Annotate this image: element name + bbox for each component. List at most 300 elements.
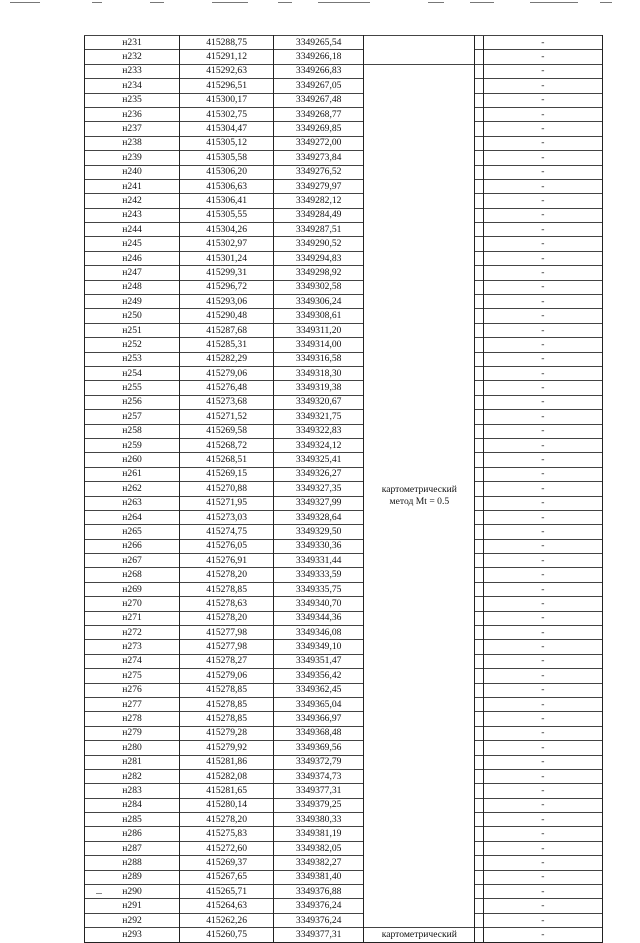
- point-name-cell: н289: [85, 870, 180, 884]
- y-coordinate-cell: 3349346,08: [274, 626, 364, 640]
- y-coordinate-cell: 3349344,36: [274, 611, 364, 625]
- note-cell: -: [483, 93, 602, 107]
- point-name-cell: н255: [85, 381, 180, 395]
- column-gap: [475, 856, 483, 870]
- column-gap: [475, 251, 483, 265]
- x-coordinate-cell: 415296,51: [180, 79, 274, 93]
- note-cell: -: [483, 798, 602, 812]
- x-coordinate-cell: 415305,55: [180, 208, 274, 222]
- table-row: [85, 654, 603, 668]
- x-coordinate-cell: 415278,85: [180, 712, 274, 726]
- y-coordinate-cell: 3349351,47: [274, 654, 364, 668]
- note-cell: -: [483, 194, 602, 208]
- x-coordinate-cell: 415302,75: [180, 107, 274, 121]
- y-coordinate-cell: 3349265,54: [274, 36, 364, 50]
- column-gap: [475, 107, 483, 121]
- y-coordinate-cell: 3349298,92: [274, 266, 364, 280]
- x-coordinate-cell: 415269,15: [180, 467, 274, 481]
- x-coordinate-cell: 415293,06: [180, 295, 274, 309]
- note-cell: -: [483, 395, 602, 409]
- column-gap: [475, 467, 483, 481]
- note-cell: -: [483, 36, 602, 50]
- column-gap: [475, 352, 483, 366]
- x-coordinate-cell: 415304,26: [180, 223, 274, 237]
- table-row: [85, 510, 603, 524]
- column-gap: [475, 194, 483, 208]
- note-cell: -: [483, 251, 602, 265]
- y-coordinate-cell: 3349276,52: [274, 165, 364, 179]
- y-coordinate-cell: 3349326,27: [274, 467, 364, 481]
- method-cell: [364, 36, 475, 50]
- point-name-cell: н263: [85, 496, 180, 510]
- column-gap: [475, 136, 483, 150]
- x-coordinate-cell: 415279,92: [180, 741, 274, 755]
- y-coordinate-cell: 3349382,27: [274, 856, 364, 870]
- note-cell: -: [483, 64, 602, 78]
- point-name-cell: н278: [85, 712, 180, 726]
- y-coordinate-cell: 3349320,67: [274, 395, 364, 409]
- column-gap: [475, 165, 483, 179]
- x-coordinate-cell: 415278,63: [180, 597, 274, 611]
- column-gap: [475, 568, 483, 582]
- note-cell: -: [483, 669, 602, 683]
- point-name-cell: н235: [85, 93, 180, 107]
- column-gap: [475, 582, 483, 596]
- column-gap: [475, 626, 483, 640]
- x-coordinate-cell: 415271,52: [180, 410, 274, 424]
- table-row: [85, 827, 603, 841]
- table-row: [85, 352, 603, 366]
- note-cell: -: [483, 381, 602, 395]
- table-row: [85, 697, 603, 711]
- column-gap: [475, 295, 483, 309]
- note-cell: -: [483, 482, 602, 496]
- y-coordinate-cell: 3349268,77: [274, 107, 364, 121]
- point-name-cell: н234: [85, 79, 180, 93]
- y-coordinate-cell: 3349340,70: [274, 597, 364, 611]
- point-name-cell: н244: [85, 223, 180, 237]
- point-name-cell: н273: [85, 640, 180, 654]
- y-coordinate-cell: 3349273,84: [274, 151, 364, 165]
- point-name-cell: н282: [85, 769, 180, 783]
- table-row: [85, 438, 603, 452]
- note-cell: -: [483, 568, 602, 582]
- column-gap: [475, 683, 483, 697]
- point-name-cell: н231: [85, 36, 180, 50]
- y-coordinate-cell: 3349311,20: [274, 323, 364, 337]
- column-gap: [475, 755, 483, 769]
- note-cell: -: [483, 913, 602, 927]
- y-coordinate-cell: 3349377,31: [274, 784, 364, 798]
- note-cell: -: [483, 554, 602, 568]
- table-row: [85, 93, 603, 107]
- column-gap: [475, 640, 483, 654]
- x-coordinate-cell: 415291,12: [180, 50, 274, 64]
- method-cell-merged: [364, 64, 475, 927]
- x-coordinate-cell: 415306,63: [180, 179, 274, 193]
- point-name-cell: н290: [85, 885, 180, 899]
- method-cell: [364, 50, 475, 64]
- point-name-cell: н283: [85, 784, 180, 798]
- note-cell: -: [483, 295, 602, 309]
- column-gap: [475, 554, 483, 568]
- coordinates-table-body: [85, 36, 603, 943]
- y-coordinate-cell: 3349322,83: [274, 424, 364, 438]
- table-row: [85, 640, 603, 654]
- x-coordinate-cell: 415265,71: [180, 885, 274, 899]
- table-row: [85, 453, 603, 467]
- y-coordinate-cell: 3349266,18: [274, 50, 364, 64]
- column-gap: [475, 266, 483, 280]
- y-coordinate-cell: 3349377,31: [274, 928, 364, 942]
- column-gap: [475, 769, 483, 783]
- table-row: [85, 323, 603, 337]
- column-gap: [475, 669, 483, 683]
- point-name-cell: н287: [85, 841, 180, 855]
- point-name-cell: н253: [85, 352, 180, 366]
- y-coordinate-cell: 3349374,73: [274, 769, 364, 783]
- coordinates-table: [84, 35, 603, 943]
- table-row: [85, 554, 603, 568]
- table-row: [85, 769, 603, 783]
- table-row: [85, 395, 603, 409]
- method-cell-last: картометрический: [364, 928, 475, 942]
- column-gap: [475, 899, 483, 913]
- point-name-cell: н261: [85, 467, 180, 481]
- x-coordinate-cell: 415278,85: [180, 683, 274, 697]
- table-row: [85, 179, 603, 193]
- point-name-cell: н288: [85, 856, 180, 870]
- x-coordinate-cell: 415270,88: [180, 482, 274, 496]
- y-coordinate-cell: 3349329,50: [274, 525, 364, 539]
- x-coordinate-cell: 415268,51: [180, 453, 274, 467]
- table-row: [85, 223, 603, 237]
- table-row: [85, 64, 603, 78]
- column-gap: [475, 453, 483, 467]
- y-coordinate-cell: 3349267,48: [274, 93, 364, 107]
- table-row: [85, 424, 603, 438]
- point-name-cell: н260: [85, 453, 180, 467]
- note-cell: -: [483, 352, 602, 366]
- x-coordinate-cell: 415305,58: [180, 151, 274, 165]
- note-cell: -: [483, 582, 602, 596]
- table-row: [85, 381, 603, 395]
- note-cell: -: [483, 424, 602, 438]
- point-name-cell: н274: [85, 654, 180, 668]
- x-coordinate-cell: 415274,75: [180, 525, 274, 539]
- table-row: [85, 784, 603, 798]
- y-coordinate-cell: 3349294,83: [274, 251, 364, 265]
- column-gap: [475, 928, 483, 942]
- x-coordinate-cell: 415260,75: [180, 928, 274, 942]
- point-name-cell: н270: [85, 597, 180, 611]
- x-coordinate-cell: 415281,86: [180, 755, 274, 769]
- point-name-cell: н284: [85, 798, 180, 812]
- column-gap: [475, 482, 483, 496]
- point-name-cell: н238: [85, 136, 180, 150]
- note-cell: -: [483, 899, 602, 913]
- note-cell: -: [483, 338, 602, 352]
- note-cell: -: [483, 136, 602, 150]
- table-row: [85, 251, 603, 265]
- x-coordinate-cell: 415278,20: [180, 611, 274, 625]
- x-coordinate-cell: 415282,29: [180, 352, 274, 366]
- point-name-cell: н232: [85, 50, 180, 64]
- x-coordinate-cell: 415269,37: [180, 856, 274, 870]
- note-cell: -: [483, 870, 602, 884]
- x-coordinate-cell: 415278,85: [180, 697, 274, 711]
- column-gap: [475, 122, 483, 136]
- x-coordinate-cell: 415276,91: [180, 554, 274, 568]
- table-row: [85, 885, 603, 899]
- point-name-cell: н259: [85, 438, 180, 452]
- table-row: [85, 208, 603, 222]
- note-cell: -: [483, 165, 602, 179]
- column-gap: [475, 50, 483, 64]
- x-coordinate-cell: 415272,60: [180, 841, 274, 855]
- y-coordinate-cell: 3349376,24: [274, 899, 364, 913]
- point-name-cell: н256: [85, 395, 180, 409]
- x-coordinate-cell: 415278,85: [180, 582, 274, 596]
- y-coordinate-cell: 3349308,61: [274, 309, 364, 323]
- x-coordinate-cell: 415279,06: [180, 669, 274, 683]
- y-coordinate-cell: 3349330,36: [274, 539, 364, 553]
- note-cell: -: [483, 885, 602, 899]
- column-gap: [475, 223, 483, 237]
- column-gap: [475, 784, 483, 798]
- column-gap: [475, 438, 483, 452]
- table-row: [85, 338, 603, 352]
- table-row: [85, 467, 603, 481]
- point-name-cell: н248: [85, 280, 180, 294]
- x-coordinate-cell: 415279,06: [180, 366, 274, 380]
- point-name-cell: н271: [85, 611, 180, 625]
- note-cell: -: [483, 323, 602, 337]
- y-coordinate-cell: 3349368,48: [274, 726, 364, 740]
- table-row: [85, 726, 603, 740]
- point-name-cell: н276: [85, 683, 180, 697]
- table-row: [85, 496, 603, 510]
- note-cell: -: [483, 496, 602, 510]
- x-coordinate-cell: 415276,05: [180, 539, 274, 553]
- y-coordinate-cell: 3349376,24: [274, 913, 364, 927]
- x-coordinate-cell: 415271,95: [180, 496, 274, 510]
- y-coordinate-cell: 3349316,58: [274, 352, 364, 366]
- y-coordinate-cell: 3349333,59: [274, 568, 364, 582]
- note-cell: -: [483, 525, 602, 539]
- column-gap: [475, 741, 483, 755]
- x-coordinate-cell: 415296,72: [180, 280, 274, 294]
- table-row: [85, 755, 603, 769]
- y-coordinate-cell: 3349314,00: [274, 338, 364, 352]
- note-cell: -: [483, 266, 602, 280]
- column-gap: [475, 813, 483, 827]
- note-cell: -: [483, 784, 602, 798]
- y-coordinate-cell: 3349362,45: [274, 683, 364, 697]
- column-gap: [475, 237, 483, 251]
- x-coordinate-cell: 415292,63: [180, 64, 274, 78]
- point-name-cell: н264: [85, 510, 180, 524]
- column-gap: [475, 726, 483, 740]
- note-cell: -: [483, 928, 602, 942]
- point-name-cell: н291: [85, 899, 180, 913]
- x-coordinate-cell: 415287,68: [180, 323, 274, 337]
- point-name-cell: н237: [85, 122, 180, 136]
- y-coordinate-cell: 3349287,51: [274, 223, 364, 237]
- column-gap: [475, 179, 483, 193]
- y-coordinate-cell: 3349365,04: [274, 697, 364, 711]
- note-cell: -: [483, 151, 602, 165]
- column-gap: [475, 410, 483, 424]
- table-row: [85, 798, 603, 812]
- point-name-cell: н233: [85, 64, 180, 78]
- note-cell: -: [483, 453, 602, 467]
- point-name-cell: н267: [85, 554, 180, 568]
- table-row: [85, 295, 603, 309]
- column-gap: [475, 280, 483, 294]
- note-cell: -: [483, 107, 602, 121]
- x-coordinate-cell: 415275,83: [180, 827, 274, 841]
- x-coordinate-cell: 415278,27: [180, 654, 274, 668]
- table-row: [85, 309, 603, 323]
- column-gap: [475, 525, 483, 539]
- point-name-cell: н236: [85, 107, 180, 121]
- y-coordinate-cell: 3349382,05: [274, 841, 364, 855]
- table-row: [85, 136, 603, 150]
- point-name-cell: н246: [85, 251, 180, 265]
- point-name-cell: н242: [85, 194, 180, 208]
- table-row: [85, 841, 603, 855]
- column-gap: [475, 424, 483, 438]
- column-gap: [475, 654, 483, 668]
- table-row: [85, 856, 603, 870]
- y-coordinate-cell: 3349266,83: [274, 64, 364, 78]
- y-coordinate-cell: 3349379,25: [274, 798, 364, 812]
- y-coordinate-cell: 3349324,12: [274, 438, 364, 452]
- y-coordinate-cell: 3349269,85: [274, 122, 364, 136]
- method-label-line2: метод Mt = 0.5: [389, 496, 450, 507]
- table-row: [85, 525, 603, 539]
- note-cell: -: [483, 467, 602, 481]
- table-row: [85, 899, 603, 913]
- point-name-cell: н280: [85, 741, 180, 755]
- column-gap: [475, 697, 483, 711]
- point-name-cell: н243: [85, 208, 180, 222]
- column-gap: [475, 395, 483, 409]
- y-coordinate-cell: 3349302,58: [274, 280, 364, 294]
- y-coordinate-cell: 3349290,52: [274, 237, 364, 251]
- note-cell: -: [483, 539, 602, 553]
- point-name-cell: н247: [85, 266, 180, 280]
- point-name-cell: н250: [85, 309, 180, 323]
- note-cell: -: [483, 366, 602, 380]
- y-coordinate-cell: 3349325,41: [274, 453, 364, 467]
- x-coordinate-cell: 415276,48: [180, 381, 274, 395]
- y-coordinate-cell: 3349349,10: [274, 640, 364, 654]
- table-row: [85, 366, 603, 380]
- x-coordinate-cell: 415285,31: [180, 338, 274, 352]
- x-coordinate-cell: 415306,41: [180, 194, 274, 208]
- point-name-cell: н285: [85, 813, 180, 827]
- point-name-cell: н257: [85, 410, 180, 424]
- note-cell: -: [483, 50, 602, 64]
- column-gap: [475, 611, 483, 625]
- point-name-cell: н269: [85, 582, 180, 596]
- note-cell: -: [483, 237, 602, 251]
- x-coordinate-cell: 415262,26: [180, 913, 274, 927]
- column-gap: [475, 338, 483, 352]
- y-coordinate-cell: 3349321,75: [274, 410, 364, 424]
- note-cell: -: [483, 741, 602, 755]
- note-cell: -: [483, 179, 602, 193]
- note-cell: -: [483, 813, 602, 827]
- method-label-line1: картометрический: [381, 484, 457, 495]
- x-coordinate-cell: 415280,14: [180, 798, 274, 812]
- x-coordinate-cell: 415273,68: [180, 395, 274, 409]
- point-name-cell: н266: [85, 539, 180, 553]
- x-coordinate-cell: 415299,31: [180, 266, 274, 280]
- point-name-cell: н293: [85, 928, 180, 942]
- x-coordinate-cell: 415306,20: [180, 165, 274, 179]
- y-coordinate-cell: 3349380,33: [274, 813, 364, 827]
- note-cell: -: [483, 726, 602, 740]
- x-coordinate-cell: 415305,12: [180, 136, 274, 150]
- y-coordinate-cell: 3349306,24: [274, 295, 364, 309]
- y-coordinate-cell: 3349366,97: [274, 712, 364, 726]
- y-coordinate-cell: 3349327,99: [274, 496, 364, 510]
- table-row: [85, 50, 603, 64]
- table-row: [85, 237, 603, 251]
- scan-bottom-mark: [96, 893, 102, 894]
- y-coordinate-cell: 3349381,19: [274, 827, 364, 841]
- table-row: [85, 194, 603, 208]
- point-name-cell: н286: [85, 827, 180, 841]
- column-gap: [475, 208, 483, 222]
- table-row: [85, 611, 603, 625]
- x-coordinate-cell: 415302,97: [180, 237, 274, 251]
- point-name-cell: н254: [85, 366, 180, 380]
- point-name-cell: н281: [85, 755, 180, 769]
- note-cell: -: [483, 208, 602, 222]
- column-gap: [475, 151, 483, 165]
- table-row: [85, 539, 603, 553]
- table-row: [85, 913, 603, 927]
- table-row: [85, 410, 603, 424]
- x-coordinate-cell: 415278,20: [180, 568, 274, 582]
- note-cell: -: [483, 712, 602, 726]
- note-cell: -: [483, 597, 602, 611]
- y-coordinate-cell: 3349282,12: [274, 194, 364, 208]
- table-row: [85, 597, 603, 611]
- table-row: [85, 266, 603, 280]
- note-cell: -: [483, 640, 602, 654]
- y-coordinate-cell: 3349335,75: [274, 582, 364, 596]
- point-name-cell: н249: [85, 295, 180, 309]
- x-coordinate-cell: 415278,20: [180, 813, 274, 827]
- note-cell: -: [483, 755, 602, 769]
- point-name-cell: н275: [85, 669, 180, 683]
- column-gap: [475, 79, 483, 93]
- y-coordinate-cell: 3349319,38: [274, 381, 364, 395]
- x-coordinate-cell: 415282,08: [180, 769, 274, 783]
- x-coordinate-cell: 415277,98: [180, 640, 274, 654]
- table-row: [85, 568, 603, 582]
- x-coordinate-cell: 415281,65: [180, 784, 274, 798]
- y-coordinate-cell: 3349318,30: [274, 366, 364, 380]
- x-coordinate-cell: 415288,75: [180, 36, 274, 50]
- y-coordinate-cell: 3349372,79: [274, 755, 364, 769]
- column-gap: [475, 93, 483, 107]
